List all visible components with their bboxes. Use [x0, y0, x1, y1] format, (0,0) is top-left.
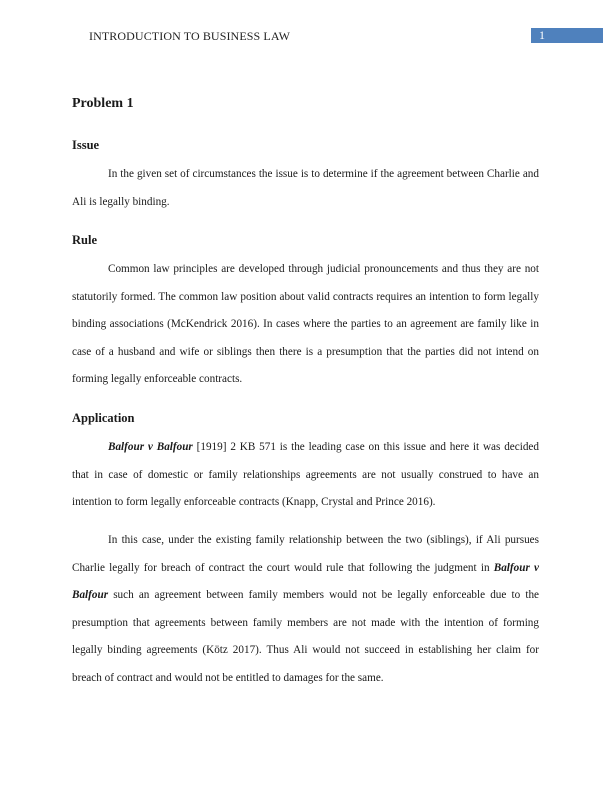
- application-paragraph-2: [72, 527, 539, 692]
- rule-heading: Rule: [72, 233, 97, 247]
- page-number-badge: 1: [531, 28, 603, 43]
- application-paragraph-1: [72, 434, 539, 517]
- issue-paragraph: In the given set of circumstances the issue is to determine if the agreement between Charlie and Ali is legally binding.: [72, 168, 539, 208]
- issue-heading: Issue: [72, 138, 100, 152]
- running-header: INTRODUCTION TO BUSINESS LAW: [89, 29, 291, 43]
- problem-heading: Problem 1: [72, 96, 134, 111]
- application-heading: Application: [72, 411, 135, 425]
- paragraph-text: [1919] 2 KB 571 is the leading case on this issue and here it was decided that in case of domestic or family relationships agreements are not usually construed to have an intention to form legally enforceable contracts (Knapp, Crystal and Prince 2016).: [72, 441, 539, 508]
- case-name: Balfour v Balfour: [72, 561, 539, 601]
- case-name: Balfour v Balfour: [108, 441, 193, 453]
- rule-paragraph: Common law principles are developed through judicial pronouncements and thus they are not statutorily formed. The common law position about valid contracts requires an intention to form legally binding associations (McKendrick 2016). In cases where the parties to an agreement are family like in case of a husband and wife or siblings then there is a presumption that the parties did not intend on forming legally enforceable contracts.: [72, 263, 539, 385]
- paragraph-text: In this case, under the existing family relationship between the two (siblings), if Ali pursues Charlie legally for breach of contract the court would rule that following the judgment in: [72, 534, 539, 574]
- paragraph-text: such an agreement between family members would not be legally enforceable due to the presumption that agreements between family members are not made with the intention of forming legally binding agreements (Kötz 2017). Thus Ali would not succeed in establishing her claim for breach of contract and would not be entitled to damages for the same.: [72, 589, 539, 684]
